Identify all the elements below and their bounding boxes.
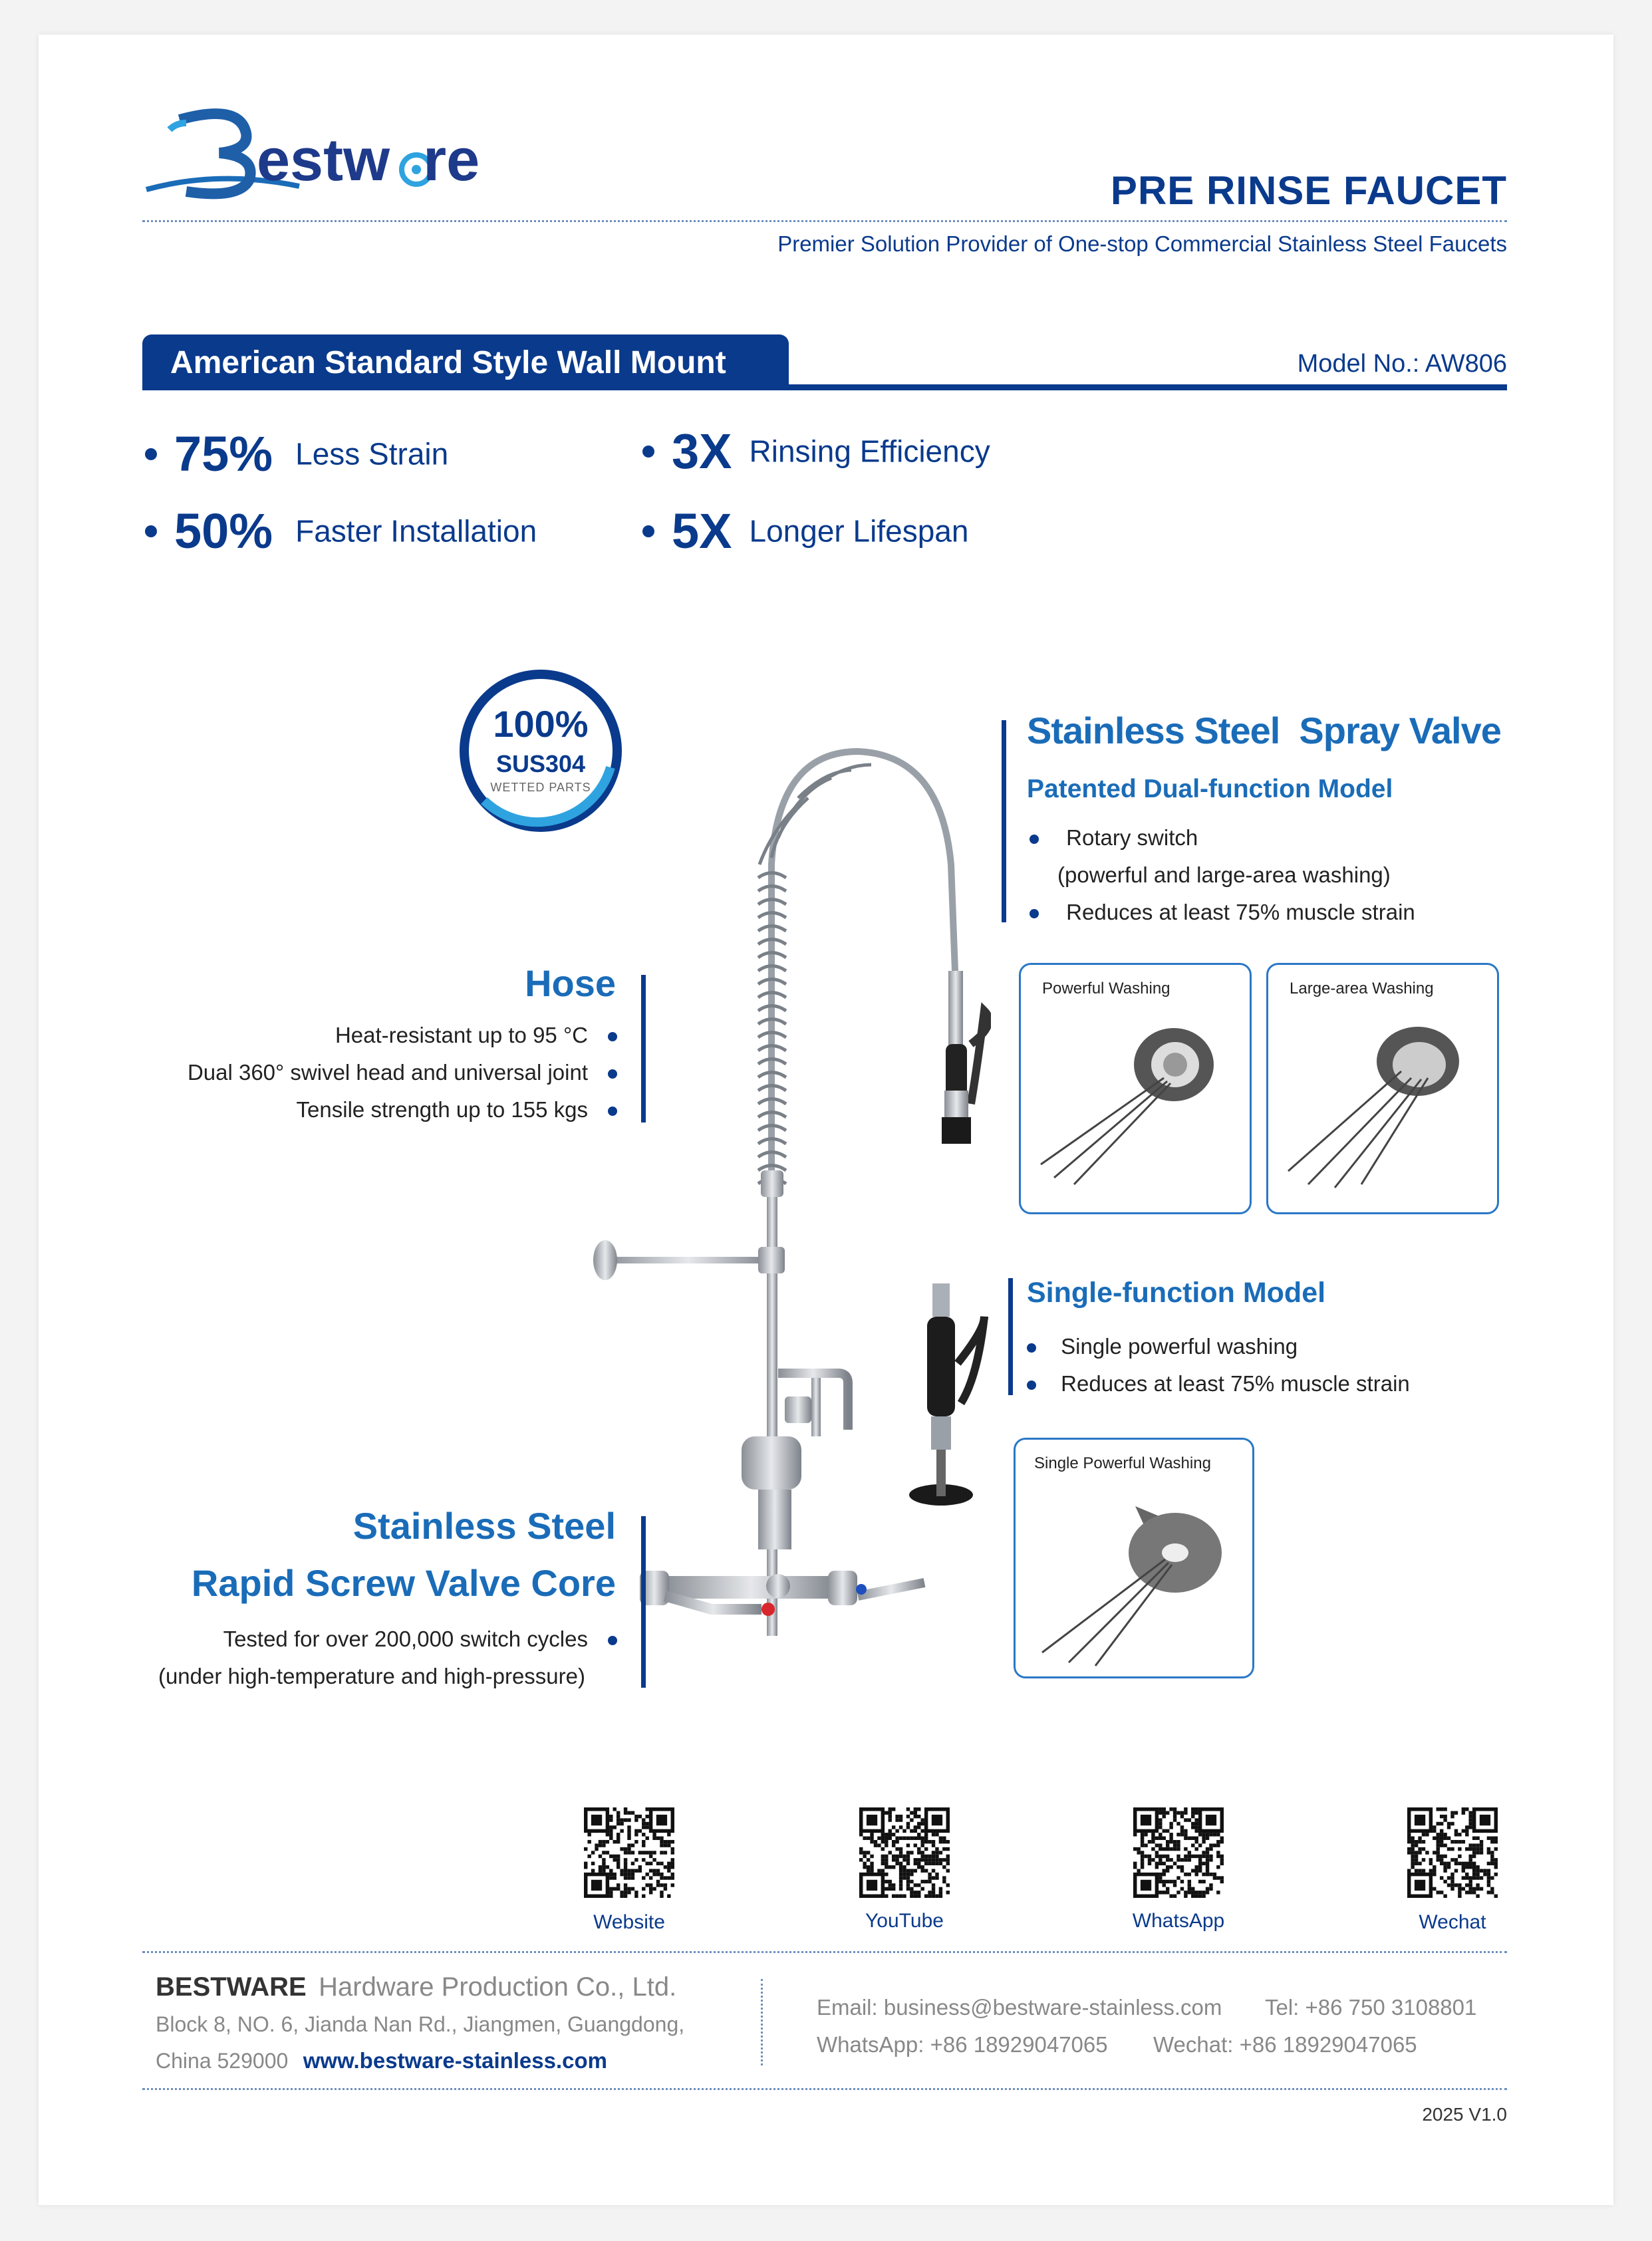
qr-label-whatsapp: WhatsApp <box>1132 1910 1225 1932</box>
website-link[interactable]: www.bestware-stainless.com <box>303 2048 608 2073</box>
single-function-head <box>898 1283 998 1510</box>
spray-valve-subtitle: Patented Dual-function Model <box>1027 775 1393 803</box>
stat-value: 3X <box>672 424 732 479</box>
qr-wechat[interactable] <box>1407 1807 1498 1898</box>
section-underline <box>142 384 1507 390</box>
bullet-dot <box>1027 1343 1036 1353</box>
valve-core-item <box>223 1627 617 1652</box>
badge-percent: 100% <box>493 703 589 745</box>
model-number: Model No.: AW806 <box>1297 350 1507 378</box>
hose-item-heat <box>335 1023 617 1048</box>
qr-website[interactable] <box>584 1807 674 1898</box>
spray-valve-divider <box>1002 720 1006 922</box>
bullet-dot <box>1030 835 1039 844</box>
header-divider <box>142 220 1507 222</box>
single-function-item-powerful <box>1027 1334 1298 1359</box>
stat-bullet <box>145 525 157 537</box>
card-title: Single Powerful Washing <box>1034 1454 1211 1472</box>
section-tab-label: American Standard Style Wall Mount <box>170 345 726 380</box>
footer-vertical-divider <box>761 1979 763 2065</box>
spray-valve-bullet-rotary <box>1030 825 1198 851</box>
footer-company <box>156 1972 676 2002</box>
single-function-divider <box>1008 1278 1013 1395</box>
single-washing-illustration <box>1016 1480 1252 1672</box>
stat-value: 50% <box>174 503 273 559</box>
spray-valve-bullet-rotary-sub: (powerful and large-area washing) <box>1057 862 1391 887</box>
stat-value: 75% <box>174 426 273 481</box>
stat-bullet <box>642 446 654 458</box>
company-name-bold: BESTWARE <box>156 1972 307 2002</box>
spray-valve-bullet-strain <box>1030 900 1415 925</box>
badge-material: SUS304 <box>495 750 586 777</box>
qr-label-youtube: YouTube <box>865 1910 944 1932</box>
stat-bullet <box>642 525 654 537</box>
footer-address-line1: Block 8, NO. 6, Jianda Nan Rd., Jiangmen, Guangdong, <box>156 2012 685 2036</box>
stat-less-strain <box>145 426 448 482</box>
card-title: Large-area Washing <box>1290 980 1434 997</box>
qr-label-wechat: Wechat <box>1419 1911 1486 1933</box>
stat-label: Rinsing Efficiency <box>749 434 990 469</box>
qr-whatsapp[interactable] <box>1133 1807 1224 1898</box>
qr-label-website: Website <box>593 1911 665 1933</box>
address-postal: China 529000 <box>156 2049 289 2073</box>
page-title: PRE RINSE FAUCET <box>1110 168 1507 213</box>
feature-text: Reduces at least 75% muscle strain <box>1061 1371 1410 1396</box>
large-area-washing-illustration <box>1268 1005 1497 1204</box>
feature-text: Single powerful washing <box>1061 1334 1298 1359</box>
bestware-logo <box>140 106 499 206</box>
bullet-dot <box>608 1107 617 1116</box>
hose-divider <box>641 975 646 1122</box>
bullet-dot <box>608 1032 617 1041</box>
feature-text: Heat-resistant up to 95 °C <box>335 1023 588 1047</box>
valve-core-title-line2: Rapid Screw Valve Core <box>191 1562 616 1604</box>
feature-text: Tensile strength up to 155 kgs <box>296 1097 588 1122</box>
feature-text: Dual 360° swivel head and universal joint <box>187 1060 588 1085</box>
single-function-item-strain <box>1027 1371 1410 1396</box>
footer-tel: Tel: +86 750 3108801 <box>1265 1995 1477 2020</box>
faucet-illustration <box>579 731 991 1649</box>
stat-longer-lifespan <box>642 503 968 559</box>
single-function-title: Single-function Model <box>1027 1277 1326 1309</box>
qr-youtube[interactable] <box>859 1807 950 1898</box>
valve-core-title-line1: Stainless Steel <box>352 1505 616 1547</box>
footer-address-line2 <box>156 2048 607 2073</box>
card-powerful-washing <box>1019 963 1252 1214</box>
hose-item-swivel <box>188 1060 617 1085</box>
stat-rinsing-efficiency <box>642 423 990 479</box>
valve-core-divider <box>641 1516 646 1688</box>
card-single-powerful-washing <box>1014 1438 1254 1678</box>
feature-text: Rotary switch <box>1066 825 1198 850</box>
bullet-dot <box>608 1636 617 1645</box>
bullet-dot <box>1030 909 1039 918</box>
stat-label: Faster Installation <box>295 513 537 549</box>
valve-core-item-sub: (under high-temperature and high-pressure) <box>158 1664 585 1688</box>
footer-wechat: Wechat: +86 18929047065 <box>1153 2032 1417 2057</box>
powerful-washing-illustration <box>1021 1005 1250 1204</box>
stat-label: Less Strain <box>295 436 449 471</box>
footer-divider-bottom <box>142 2088 1507 2090</box>
card-title: Powerful Washing <box>1042 980 1170 997</box>
hose-item-tensile <box>297 1097 617 1122</box>
tagline: Premier Solution Provider of One-stop Commercial Stainless Steel Faucets <box>777 231 1507 256</box>
bullet-dot <box>608 1069 617 1079</box>
footer-divider-top <box>142 1951 1507 1953</box>
version-label: 2025 V1.0 <box>1422 2104 1507 2125</box>
footer-whatsapp: WhatsApp: +86 18929047065 <box>817 2032 1108 2057</box>
card-large-area-washing <box>1266 963 1499 1214</box>
logo-letters: estw re <box>257 127 480 194</box>
footer-email: Email: business@bestware-stainless.com <box>817 1995 1222 2020</box>
stat-value: 5X <box>672 503 732 559</box>
badge-caption: WETTED PARTS <box>490 781 591 794</box>
feature-text: Reduces at least 75% muscle strain <box>1066 900 1415 924</box>
stat-bullet <box>145 448 157 460</box>
hose-title: Hose <box>525 962 616 1004</box>
company-name-rest: Hardware Production Co., Ltd. <box>319 1972 677 2002</box>
stat-faster-installation <box>145 503 537 559</box>
stat-label: Longer Lifespan <box>749 513 969 549</box>
feature-text: Tested for over 200,000 switch cycles <box>223 1627 588 1651</box>
spray-valve-title: Stainless Steel Spray Valve <box>1027 710 1501 751</box>
bullet-dot <box>1027 1381 1036 1390</box>
